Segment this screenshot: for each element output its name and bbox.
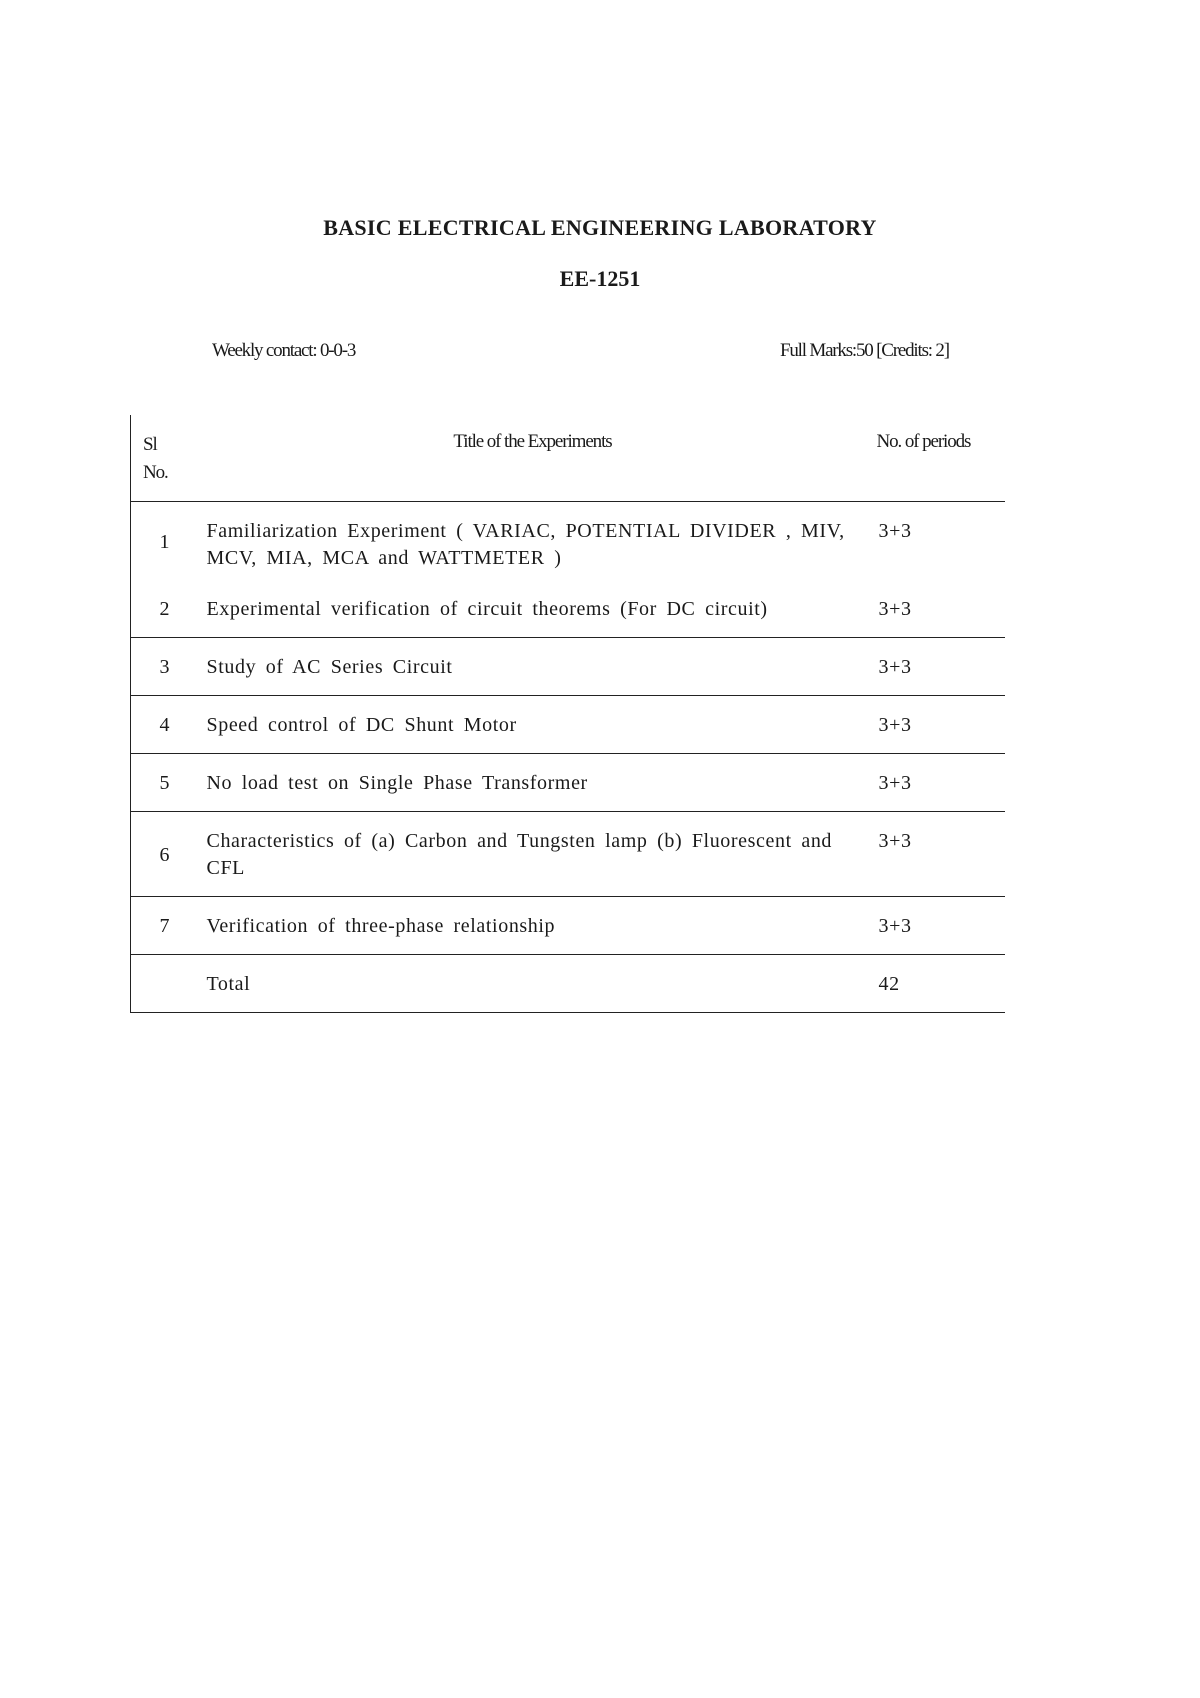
row-periods: 3+3 — [867, 897, 1005, 955]
table-row — [131, 812, 1005, 897]
row-periods: 3+3 — [867, 812, 1005, 897]
total-label: Total — [199, 955, 867, 1013]
total-periods: 42 — [867, 955, 1005, 1013]
row-sl: 5 — [131, 754, 199, 812]
table-total-row — [131, 955, 1005, 1013]
row-title: Experimental verification of circuit theorems (For DC circuit) — [199, 580, 867, 638]
row-sl: 3 — [131, 638, 199, 696]
row-title: No load test on Single Phase Transformer — [199, 754, 867, 812]
header-sl-line1: Sl — [143, 434, 157, 455]
experiments-table — [130, 415, 1005, 1013]
weekly-contact: Weekly contact: 0-0-3 — [212, 340, 356, 361]
header-sl-no — [131, 415, 199, 502]
full-marks-credits: Full Marks:50 [Credits: 2] — [780, 340, 949, 361]
row-sl: 1 — [131, 502, 199, 581]
row-periods: 3+3 — [867, 696, 1005, 754]
table-row — [131, 638, 1005, 696]
course-code: EE-1251 — [559, 266, 641, 291]
table-row — [131, 897, 1005, 955]
row-periods: 3+3 — [867, 638, 1005, 696]
table-row — [131, 696, 1005, 754]
row-sl: 2 — [131, 580, 199, 638]
row-title: Characteristics of (a) Carbon and Tungsten lamp (b) Fluorescent and CFL — [199, 812, 867, 897]
header-title: Title of the Experiments — [199, 415, 867, 502]
table-row — [131, 754, 1005, 812]
row-sl: 7 — [131, 897, 199, 955]
table-row — [131, 580, 1005, 638]
row-title: Familiarization Experiment ( VARIAC, POTENTIAL DIVIDER , MIV, MCV, MIA, MCA and WATTMETER ) — [206, 520, 845, 569]
page-title: BASIC ELECTRICAL ENGINEERING LABORATORY — [323, 215, 877, 240]
row-periods: 3+3 — [867, 580, 1005, 638]
row-periods: 3+3 — [867, 754, 1005, 812]
row-periods: 3+3 — [878, 520, 912, 542]
header-periods: No. of periods — [867, 415, 1005, 502]
table-row — [131, 502, 1005, 581]
total-sl-empty — [131, 955, 199, 1013]
row-sl: 6 — [131, 812, 199, 897]
header-sl-line2: No. — [143, 462, 168, 483]
table-header-row — [131, 415, 1005, 502]
row-sl: 4 — [131, 696, 199, 754]
row-title: Study of AC Series Circuit — [199, 638, 867, 696]
row-title: Speed control of DC Shunt Motor — [199, 696, 867, 754]
row-title: Verification of three-phase relationship — [199, 897, 867, 955]
